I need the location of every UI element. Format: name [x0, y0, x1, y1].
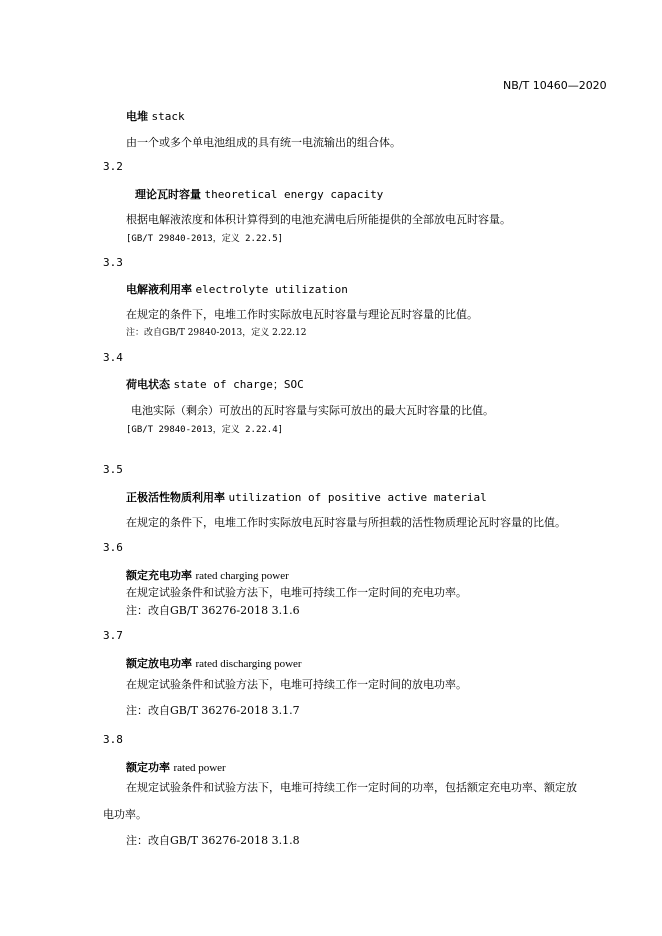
term-chinese: 荷电状态 [126, 378, 170, 391]
term-definition: 在规定试验条件和试验方法下，电堆可持续工作一定时间的充电功率。 [126, 586, 467, 599]
term-heading [126, 567, 289, 583]
source-reference: [GB/T 29840-2013，定义 2.22.5] [126, 234, 284, 244]
source-reference: [GB/T 29840-2013，定义 2.22.4] [126, 425, 284, 435]
term-english: state of charge；SOC [173, 378, 304, 391]
term-definition-line: 电功率。 [103, 808, 147, 821]
term-english: rated charging power [195, 570, 289, 582]
term-chinese: 额定功率 [126, 761, 170, 774]
term-note: 注：改自GB/T 36276-2018 3.1.7 [126, 704, 300, 717]
term-chinese: 额定充电功率 [126, 569, 192, 582]
term-english: electrolyte utilization [195, 283, 348, 296]
term-heading [135, 186, 383, 202]
term-chinese: 正极活性物质利用率 [126, 491, 225, 504]
term-english: utilization of positive active material [228, 491, 487, 504]
clause-number: 3.6 [103, 541, 123, 554]
standard-code-header: NB/T 10460—2020 [503, 79, 607, 92]
clause-number: 3.2 [103, 160, 123, 173]
term-note: 注：改自GB/T 36276-2018 3.1.6 [126, 604, 300, 617]
clause-number: 3.5 [103, 463, 123, 476]
term-chinese: 电堆 [126, 110, 148, 123]
clause-number: 3.3 [103, 256, 123, 269]
term-english: theoretical energy capacity [204, 188, 384, 201]
term-heading [126, 759, 226, 775]
term-definition: 电池实际（剩余）可放出的瓦时容量与实际可放出的最大瓦时容量的比值。 [131, 404, 494, 417]
term-note: 注：改自GB/T 29840-2013，定义 2.22.12 [126, 328, 307, 338]
term-note: 注：改自GB/T 36276-2018 3.1.8 [126, 834, 300, 847]
term-english: stack [151, 110, 185, 123]
term-heading [126, 108, 185, 124]
term-english: rated power [173, 762, 226, 774]
term-heading [126, 376, 304, 392]
term-definition: 根据电解液浓度和体积计算得到的电池充满电后所能提供的全部放电瓦时容量。 [126, 213, 511, 226]
term-chinese: 额定放电功率 [126, 657, 192, 670]
term-english: rated discharging power [195, 658, 302, 670]
clause-number: 3.8 [103, 733, 123, 746]
term-chinese: 电解液利用率 [126, 283, 192, 296]
term-heading [126, 489, 487, 505]
term-definition: 在规定的条件下，电堆工作时实际放电瓦时容量与理论瓦时容量的比值。 [126, 308, 478, 321]
term-definition: 在规定试验条件和试验方法下，电堆可持续工作一定时间的放电功率。 [126, 678, 467, 691]
term-definition: 在规定的条件下，电堆工作时实际放电瓦时容量与所担载的活性物质理论瓦时容量的比值。 [126, 516, 566, 529]
term-definition-line: 在规定试验条件和试验方法下，电堆可持续工作一定时间的功率，包括额定充电功率、额定放 [126, 781, 577, 794]
clause-number: 3.7 [103, 629, 123, 642]
clause-number: 3.4 [103, 351, 123, 364]
term-heading [126, 281, 348, 297]
term-definition: 由一个或多个单电池组成的具有统一电流输出的组合体。 [126, 136, 401, 149]
term-chinese: 理论瓦时容量 [135, 188, 201, 201]
term-heading [126, 655, 302, 671]
